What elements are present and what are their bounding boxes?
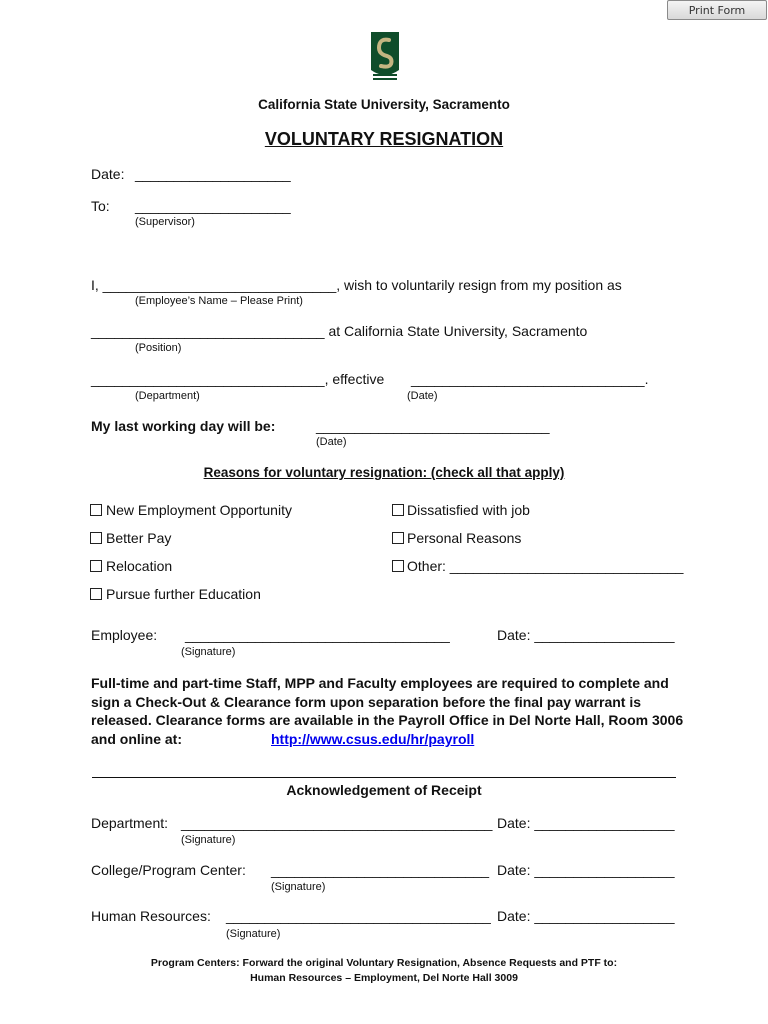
checkbox-education[interactable] — [90, 588, 102, 600]
department-signature-label: Department: — [91, 815, 169, 831]
employee-signature-label: Employee: — [91, 627, 158, 643]
page-title: VOLUNTARY RESIGNATION — [264, 129, 504, 149]
reason-label: Dissatisfied with job — [407, 502, 530, 518]
csus-logo — [369, 30, 401, 82]
divider — [92, 777, 676, 778]
department-line[interactable]: ______________________________, effective — [91, 371, 385, 387]
notice-line: and online at: — [91, 731, 182, 747]
position-line[interactable]: ______________________________ at California State University, Sacramento — [91, 323, 588, 339]
effective-date-caption: (Date) — [407, 390, 438, 402]
notice-line: released. Clearance forms are available in the Payroll Office in Del Norte Hall, Room 3006 — [91, 712, 684, 728]
effective-date-field[interactable]: ______________________________. — [411, 371, 649, 387]
last-day-label: My last working day will be: — [91, 418, 276, 434]
college-signature-label: College/Program Center: — [91, 862, 246, 878]
hr-signature-field[interactable]: __________________________________ — [226, 908, 491, 924]
reason-label: Personal Reasons — [407, 530, 522, 546]
hr-signature-caption: (Signature) — [226, 928, 281, 940]
department-caption: (Department) — [135, 390, 200, 402]
position-caption: (Position) — [135, 342, 182, 354]
print-form-button[interactable]: Print Form — [667, 0, 767, 20]
checkbox-better-pay[interactable] — [90, 532, 102, 544]
footer-line: Program Centers: Forward the original Voluntary Resignation, Absence Requests and PTF to: — [150, 957, 618, 969]
last-day-field[interactable]: ______________________________ — [316, 418, 550, 434]
checkbox-personal[interactable] — [392, 532, 404, 544]
date-label: Date: — [91, 166, 125, 182]
college-signature-caption: (Signature) — [271, 881, 326, 893]
department-signature-field[interactable]: ________________________________________ — [181, 815, 493, 831]
reason-label: Pursue further Education — [106, 586, 261, 602]
employee-name-caption: (Employee’s Name – Please Print) — [135, 295, 303, 307]
supervisor-field[interactable]: ____________________ — [135, 198, 291, 214]
checkbox-relocation[interactable] — [90, 560, 102, 572]
to-label: To: — [91, 198, 110, 214]
date-field[interactable]: ____________________ — [135, 166, 291, 182]
hr-date-field[interactable]: Date: __________________ — [497, 908, 675, 924]
checkbox-new-employment[interactable] — [90, 504, 102, 516]
employee-signature-caption: (Signature) — [181, 646, 236, 658]
checkbox-dissatisfied[interactable] — [392, 504, 404, 516]
other-reason-field[interactable]: Other: ______________________________ — [407, 558, 684, 574]
notice-line: sign a Check-Out & Clearance form upon separation before the final pay warrant is — [91, 694, 642, 710]
employee-name-line[interactable]: I, ______________________________, wish to voluntarily resign from my position as — [91, 277, 622, 293]
checkbox-other[interactable] — [392, 560, 404, 572]
last-day-caption: (Date) — [316, 436, 347, 448]
payroll-link[interactable]: http://www.csus.edu/hr/payroll — [271, 731, 475, 747]
reason-label: Relocation — [106, 558, 173, 574]
acknowledgement-heading: Acknowledgement of Receipt — [286, 782, 482, 798]
supervisor-caption: (Supervisor) — [135, 216, 195, 228]
footer-line: Human Resources – Employment, Del Norte Hall 3009 — [250, 972, 518, 984]
notice-line: Full-time and part-time Staff, MPP and Faculty employees are required to complete and — [91, 675, 669, 691]
university-name: California State University, Sacramento — [258, 97, 510, 112]
reason-label: New Employment Opportunity — [106, 502, 292, 518]
reason-label: Better Pay — [106, 530, 172, 546]
hr-signature-label: Human Resources: — [91, 908, 211, 924]
college-date-field[interactable]: Date: __________________ — [497, 862, 675, 878]
reasons-heading: Reasons for voluntary resignation: (check all that apply) — [203, 465, 565, 480]
department-date-field[interactable]: Date: __________________ — [497, 815, 675, 831]
department-signature-caption: (Signature) — [181, 834, 236, 846]
college-signature-field[interactable]: ____________________________ — [271, 862, 490, 878]
employee-signature-field[interactable]: __________________________________ — [185, 627, 450, 643]
employee-date-field[interactable]: Date: __________________ — [497, 627, 675, 643]
